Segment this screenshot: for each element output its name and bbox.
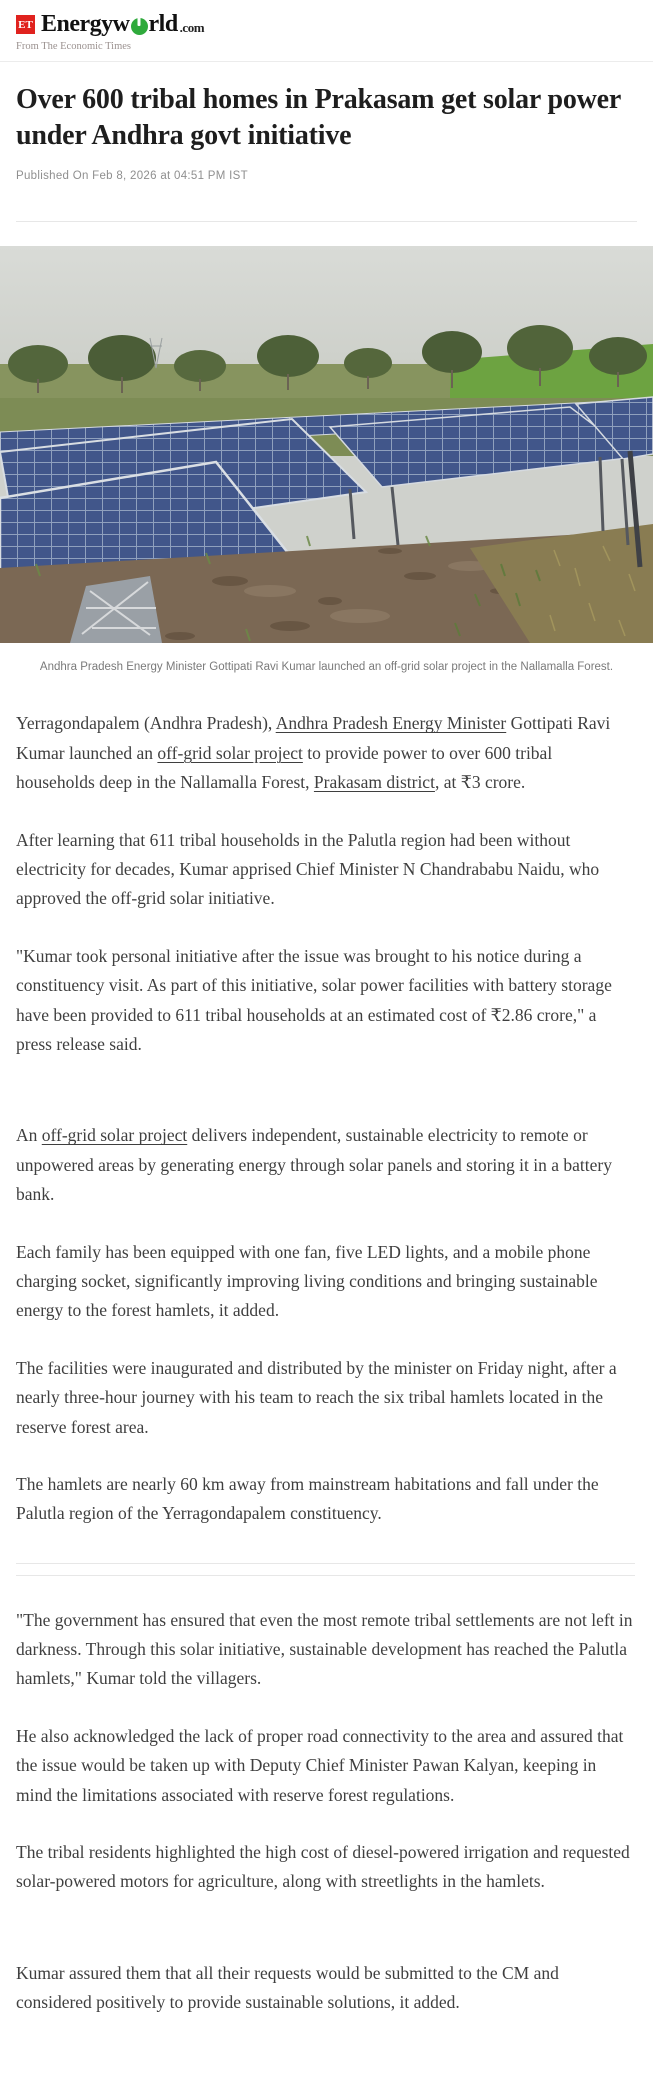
et-logo-badge: ET — [16, 15, 35, 34]
brand-tld: .com — [179, 20, 205, 35]
top-divider — [16, 221, 637, 222]
article-paragraph — [16, 709, 635, 797]
inline-link[interactable]: off-grid solar project — [157, 742, 303, 763]
inline-link[interactable]: Andhra Pradesh Energy Minister — [275, 713, 507, 734]
brand-left: Energyw — [41, 11, 130, 37]
article-paragraph — [16, 1838, 635, 1897]
page-bottom-padding — [0, 2046, 653, 2062]
paragraph-text: An — [16, 1125, 42, 1146]
brand-wordmark — [41, 11, 204, 38]
paragraph-text: Kumar assured them that all their requests would be submitted to the CM and considered positively to provide sustainable solutions, it added. — [16, 1962, 559, 2013]
paragraph-text: The hamlets are nearly 60 km away from mainstream habitations and fall under the Palutla region of the Yerragondapalem constituency. — [16, 1473, 599, 1524]
hero-image — [0, 246, 653, 643]
image-caption: Andhra Pradesh Energy Minister Gottipati Ravi Kumar launched an off-grid solar project in the Nallamalla Forest. — [39, 661, 614, 674]
inline-link[interactable]: Prakasam district — [313, 772, 435, 793]
solar-farm-illustration — [0, 246, 653, 643]
article-paragraph — [16, 1121, 635, 1209]
article-paragraph — [16, 942, 635, 1060]
paragraph-text: "Kumar took personal initiative after the issue was brought to his notice during a constituency visit. As part of this initiative, solar power facilities with battery storage have been provided to 611 tribal households at an estimated cost of ₹2.86 crore," a press release said. — [16, 945, 612, 1054]
paragraph-text: , at ₹3 crore. — [434, 772, 526, 793]
brand-right: rld — [148, 11, 178, 37]
divider-line — [16, 1563, 635, 1564]
article-body — [16, 709, 635, 2017]
divider-line — [16, 1575, 635, 1576]
paragraph-text: "The government has ensured that even the most remote tribal settlements are not left in darkness. Through this solar initiative, sustainable development has reached the Palutla hamlets," Kumar told the villagers. — [16, 1609, 633, 1689]
site-logo[interactable] — [16, 11, 637, 38]
published-meta: Published On Feb 8, 2026 at 04:51 PM IST — [16, 170, 248, 183]
article-paragraph — [16, 1606, 635, 1694]
article-paragraph — [16, 1470, 635, 1529]
article-section-top — [16, 709, 635, 1528]
paragraph-text: He also acknowledged the lack of proper road connectivity to the area and assured that the issue would be taken up with Deputy Chief Minister Pawan Kalyan, keeping in mind the limitations associated with reserve forest regulations. — [16, 1725, 624, 1805]
paragraph-text: Each family has been equipped with one fan, five LED lights, and a mobile phone charging socket, significantly improving living conditions and bringing sustainable energy to the forest hamlets, it added. — [16, 1241, 598, 1321]
article-paragraph — [16, 1354, 635, 1442]
article-paragraph — [16, 1238, 635, 1326]
inline-link[interactable]: off-grid solar project — [41, 1125, 188, 1146]
paragraph-text: delivers independent, sustainable electricity to remote or unpowered areas by generating energy through solar panels and storing it in a battery bank. — [16, 1125, 612, 1205]
site-header — [0, 0, 653, 62]
article-paragraph — [16, 1959, 635, 2018]
article-paragraph — [16, 826, 635, 914]
page-title: Over 600 tribal homes in Prakasam get solar power under Andhra govt initiative — [16, 84, 621, 151]
paragraph-text: The facilities were inaugurated and distributed by the minister on Friday night, after a nearly three-hour journey with his team to reach the six tribal hamlets located in the reserve forest area. — [16, 1357, 617, 1437]
article-section-bottom — [16, 1606, 635, 2018]
paragraph-text: The tribal residents highlighted the high cost of diesel-powered irrigation and requested solar-powered motors for agriculture, along with streetlights in the hamlets. — [16, 1842, 630, 1892]
paragraph-text: After learning that 611 tribal households in the Palutla region had been without electricity for decades, Kumar apprised Chief Minister N Chandrababu Naidu, who approved the off-grid solar initiative. — [16, 829, 600, 909]
paragraph-text: Gottipati Ravi Kumar launched an — [16, 713, 611, 763]
site-tagline: From The Economic Times — [16, 41, 132, 52]
article-paragraph — [16, 1722, 635, 1810]
section-divider — [16, 1563, 635, 1576]
power-icon — [131, 18, 148, 35]
paragraph-text: Yerragondapalem (Andhra Pradesh), — [16, 713, 276, 734]
paragraph-text: to provide power to over 600 tribal households deep in the Nallamalla Forest, — [16, 742, 553, 793]
